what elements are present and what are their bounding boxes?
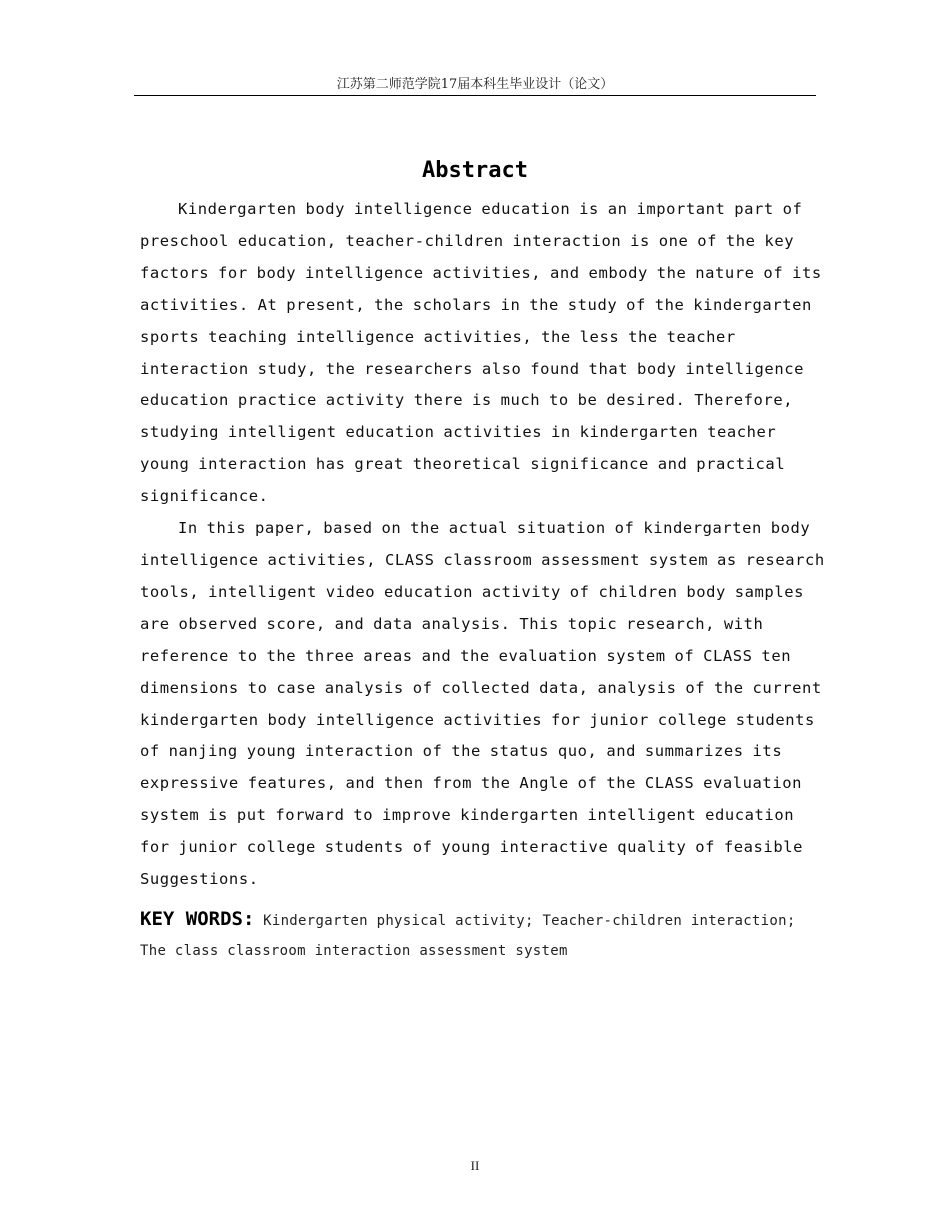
- keywords-text: Kindergarten physical activity; Teacher-children interaction; The class classroom interaction assessment system: [140, 913, 796, 959]
- page-number: II: [470, 1158, 480, 1173]
- running-header-title: 江苏第二师范学院17届本科生毕业设计（论文）: [336, 77, 614, 92]
- abstract-paragraph-1: Kindergarten body intelligence education is an important part of preschool education, teacher-children interaction is one of the key factors for body intelligence activities, and embody the nature of its activities. At present, the scholars in the study of the kindergarten sports teaching intelligence activities, the less the teacher interaction study, the researchers also found that body intelligence education practice activity there is much to be desired. Therefore, studying intelligent education activities in kindergarten teacher young interaction has great theoretical significance and practical significance.: [140, 200, 822, 506]
- keywords-block: [140, 904, 830, 966]
- abstract-paragraph-2: In this paper, based on the actual situation of kindergarten body intelligence activities, CLASS classroom assessment system as research tools, intelligent video education activity of children body samples are observed score, and data analysis. This topic research, with reference to the three areas and the evaluation system of CLASS ten dimensions to case analysis of collected data, analysis of the current kindergarten body intelligence activities for junior college students of nanjing young interaction of the status quo, and summarizes its expressive features, and then from the Angle of the CLASS evaluation system is put forward to improve kindergarten intelligent education for junior college students of young interactive quality of feasible Suggestions.: [140, 519, 825, 889]
- abstract-body: [140, 194, 830, 896]
- running-header: [134, 76, 816, 96]
- keywords-label: KEY WORDS:: [140, 908, 255, 930]
- abstract-title: Abstract: [422, 158, 528, 183]
